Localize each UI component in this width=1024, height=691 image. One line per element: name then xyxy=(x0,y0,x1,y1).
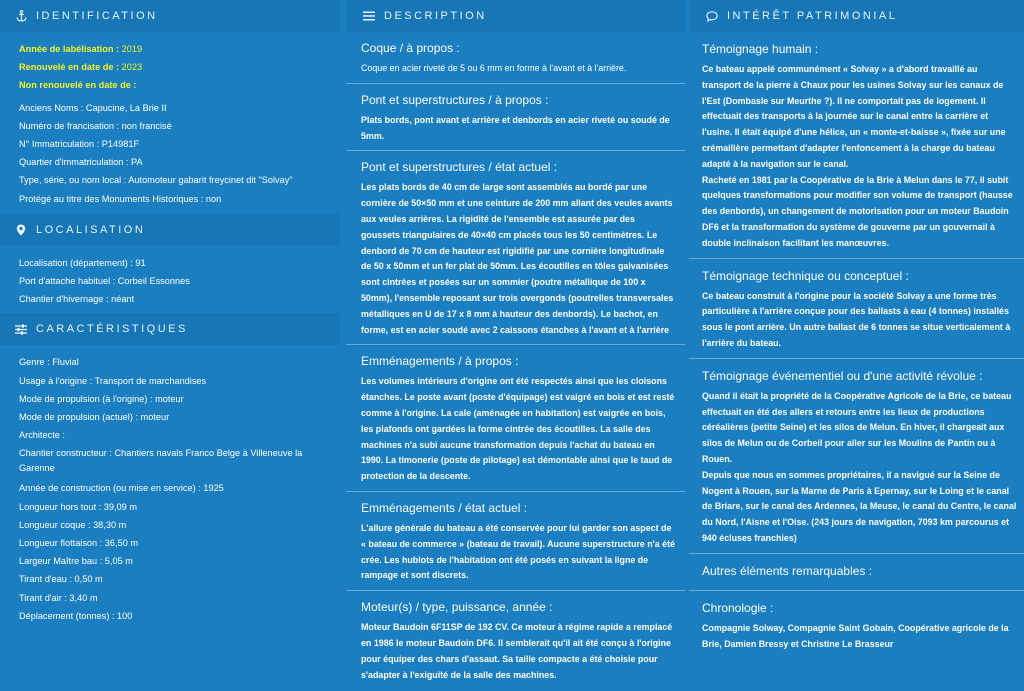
desc-block-pont-apropos xyxy=(346,84,685,152)
desc-block-emmenagements-apropos xyxy=(346,345,685,492)
block-text: L'allure générale du bateau a été conservée pour lui garder son aspect de « bateau de commerce » (bateau de travail). Aucune superstructure n'a été crée. Les hublots de l'habitation ont été posés en suivant la ligne de rampage et sont discrets. xyxy=(361,522,675,581)
identification-list xyxy=(0,32,340,208)
localisation-list xyxy=(0,246,340,309)
id-row: Quartier d'immatriculation : PA xyxy=(19,157,143,168)
block-text: Les plats bords de 40 cm de large sont assemblés au bordé par une cornière de 50×50 mm et une ceinture de 200 mm allant des veules avants aux veules arrières. La rigidité de l'ensemble est assurée par des goussets triangulaires de 40×40 cm placés tous les 50 centimètres. Le denbord de 70 cm de hauteur est rigidifié par une cornière longitudinale de 50 x 50mm et un fer plat de 50mm. Les écoutilles en tôles galvanisées sont cintrées et posées sur un sommier (poutre métallique de 100 x 50mm), l'ensemble reposant sur trois overgonds (poutrelles transversales métalliques en U de 17 x 8 mm à hauteur des denbords). Le bachot, en forme, est en acier soudé avec 2 caissons étanches à l'avant et à l'arrière xyxy=(361,182,674,335)
id-row: Type, série, ou nom local : Automoteur gabarit freycinet dit "Solvay" xyxy=(19,175,293,186)
block-heading: Emménagements / état actuel : xyxy=(361,500,528,515)
carac-row: Mode de propulsion (actuel) : moteur xyxy=(19,412,170,423)
block-heading: Autres éléments remarquables : xyxy=(702,563,873,578)
loc-row: Port d'attache habituel : Corbeil Essonnes xyxy=(19,276,190,287)
non-renouvele-date: Non renouvelé en date de : xyxy=(19,80,137,91)
loc-row: Chantier d'hivernage : néant xyxy=(19,294,135,305)
carac-row: Année de construction (ou mise en service) : 1925 xyxy=(19,483,224,494)
annee-labelisation: Année de labélisation : 2019 xyxy=(19,44,143,54)
description-title: DESCRIPTION xyxy=(384,10,487,22)
desc-block-emmenagements-etat xyxy=(346,492,685,591)
identification-header xyxy=(0,0,340,32)
loc-row: Localisation (département) : 91 xyxy=(19,257,146,268)
localisation-title: LOCALISATION xyxy=(36,223,146,236)
block-heading: Pont et superstructures / à propos : xyxy=(361,92,549,107)
left-column xyxy=(0,0,340,691)
caracteristiques-list xyxy=(0,345,340,625)
block-heading: Témoignage événementiel ou d'une activité révolue : xyxy=(702,368,983,383)
desc-block-moteur xyxy=(346,591,685,689)
id-row: Numéro de francisation : non francisé xyxy=(19,120,172,131)
block-heading: Témoignage humain : xyxy=(702,42,819,56)
localisation-header xyxy=(0,214,340,246)
renouvele-date: Renouvelé en date de : 2023 xyxy=(19,62,143,73)
sliders-icon xyxy=(14,322,28,336)
middle-column xyxy=(346,0,685,691)
interet-title: INTÉRÊT PATRIMONIAL xyxy=(727,10,898,22)
block-heading: Pont et superstructures / état actuel : xyxy=(361,160,558,175)
carac-row: Longueur coque : 38,30 m xyxy=(19,519,127,530)
comment-icon xyxy=(705,9,719,23)
carac-row: Usage à l'origine : Transport de marchandises xyxy=(19,375,207,386)
block-text: Les volumes intérieurs d'origine ont été respectés ainsi que les cloisons étanches. Le poste avant (poste d'équipage) est vaigré en bois et est resté comme à l'origine. La cale (aménagée en habitation) est vaigrée en bois, les plafonds ont gardées la forme cintrée des écoutilles. La salle des machines n'a subi aucune transformation depuis l'achat du bateau en 1990. La timonerie (poste de pilotage) est démontable ainsi que le taud de protection de la descente. xyxy=(361,376,675,482)
desc-block-pont-etat xyxy=(346,151,685,345)
carac-row: Tirant d'air : 3,40 m xyxy=(19,592,98,603)
interet-block-chronologie xyxy=(689,591,1024,659)
block-text: Ce bateau construit à l'origine pour la société Solvay a une forme très particulière à l'arrière conçue pour des ballasts à eau (4 tonnes) installés sous le pont arrière. Un autre ballast de 6 tonnes se situe verticalement à l'arrière du bateau. xyxy=(702,290,1011,348)
description-header xyxy=(346,0,685,32)
block-text: Coque en acier riveté de 5 ou 6 mm en forme à l'avant et à l'arrière. xyxy=(361,63,627,73)
block-text: Compagnie Solway, Compagnie Saint Gobain, Coopérative agricole de la Brie, Damien Bressy et Christine Le Brasseur xyxy=(702,622,1009,649)
carac-row: Déplacement (tonnes) : 100 xyxy=(19,610,133,621)
carac-row: Chantier constructeur : Chantiers navals Franco Belge à Villeneuve la Garenne xyxy=(19,448,303,474)
carac-row: Longueur flottaison : 36,50 m xyxy=(19,538,139,549)
block-text: Quand il était la propriété de la Coopérative Agricole de la Brie, ce bateau effectuait en été des allers et retours entre les lieux de productions céréalières (petite Seine) et les silos de Melun. En hiver, il chargeait aux silos de Melun ou de Corbeil pour aller sur les Moulins de Pantin ou à Rouen. Depuis que nous en sommes propriétaires, il a navigué sur la Seine de Nogent à Rouen, sur la Marne de Paris à Epernay, sur le Loing et le canal de Briare, sur le canal des Ardennes, la Meuse, le canal du Centre, le canal du Nord, l'Aisne et l'Oise. (243 jours de navigation, 7093 km parcourus et 940 écluses franchies) xyxy=(702,390,1017,543)
block-heading: Témoignage technique ou conceptuel : xyxy=(702,268,909,283)
id-row: N° Immatriculation : P14981F xyxy=(19,139,140,150)
block-heading: Emménagements / à propos : xyxy=(361,354,519,369)
block-heading: Chronologie : xyxy=(702,600,774,615)
carac-row: Longueur hors tout : 39,09 m xyxy=(19,501,137,512)
interet-block-evenementiel xyxy=(689,359,1024,554)
id-row: Protégé au titre des Monuments Historiques : non xyxy=(19,193,222,204)
block-text: Moteur Baudoin 6F11SP de 192 CV. Ce moteur à régime rapide a remplacé en 1986 le moteur Baudoin DF6. Il semblerait qu'il ait été conçu à l'origine pour équiper des chars d'assaut. Sa taille compacte a été choisie pour s'adapter à l'exiguïté de la salle des machines. xyxy=(361,622,673,680)
list-icon xyxy=(362,9,376,23)
right-column xyxy=(689,0,1024,691)
interet-block-humain xyxy=(689,32,1024,259)
carac-row: Tirant d'eau : 0,50 m xyxy=(19,574,103,585)
block-heading: Coque / à propos : xyxy=(361,41,460,55)
interet-header xyxy=(689,0,1024,32)
desc-block-coque xyxy=(346,32,685,84)
carac-row: Mode de propulsion (à l'origine) : moteur xyxy=(19,393,184,404)
id-row: Anciens Noms : Capucine, La Brie II xyxy=(19,102,167,113)
block-text: Plats bords, pont avant et arrière et denbords en acier riveté ou soudé de 5mm. xyxy=(361,114,670,141)
caracteristiques-title: CARACTÉRISTIQUES xyxy=(36,323,188,336)
interet-block-autres xyxy=(689,554,1024,591)
carac-row: Architecte : xyxy=(19,430,65,441)
carac-row: Genre : Fluvial xyxy=(19,357,79,368)
carac-row: Largeur Maître bau : 5,05 m xyxy=(19,556,133,567)
block-heading: Moteur(s) / type, puissance, année : xyxy=(361,600,553,615)
map-marker-icon xyxy=(14,223,28,237)
interet-block-technique xyxy=(689,259,1024,359)
anchor-icon xyxy=(14,9,28,23)
block-text: Ce bateau appelé communément « Solvay » a d'abord travaillé au transport de la pierre à Chaux pour les usines Solvay sur les canaux de l'Est (Dombasle sur Meurthe ?). Il ne comportait pas de logement. Il effectuait des transports à la journée sur le canal entre la carrière et l'usine. Il était équipé d'une hélice, un « monte-et-baisse », fixée sur une crémaillère permettant d'adapter l'enfoncement à la charge du bateau adapté à la navigation sur le canal. Racheté en 1981 par la Coopérative de la Brie à Melun dans le 77, il subit quelques transformations pour modifier son volume de transport (hausse des denbords), un changement de motorisation pour un moteur Baudoin DF6 et la transformation du système de gouverne par un gouvernail à double inclinaison facilitant les manœuvres. xyxy=(702,64,1013,248)
caracteristiques-header xyxy=(0,313,340,345)
identification-title: IDENTIFICATION xyxy=(36,10,158,22)
